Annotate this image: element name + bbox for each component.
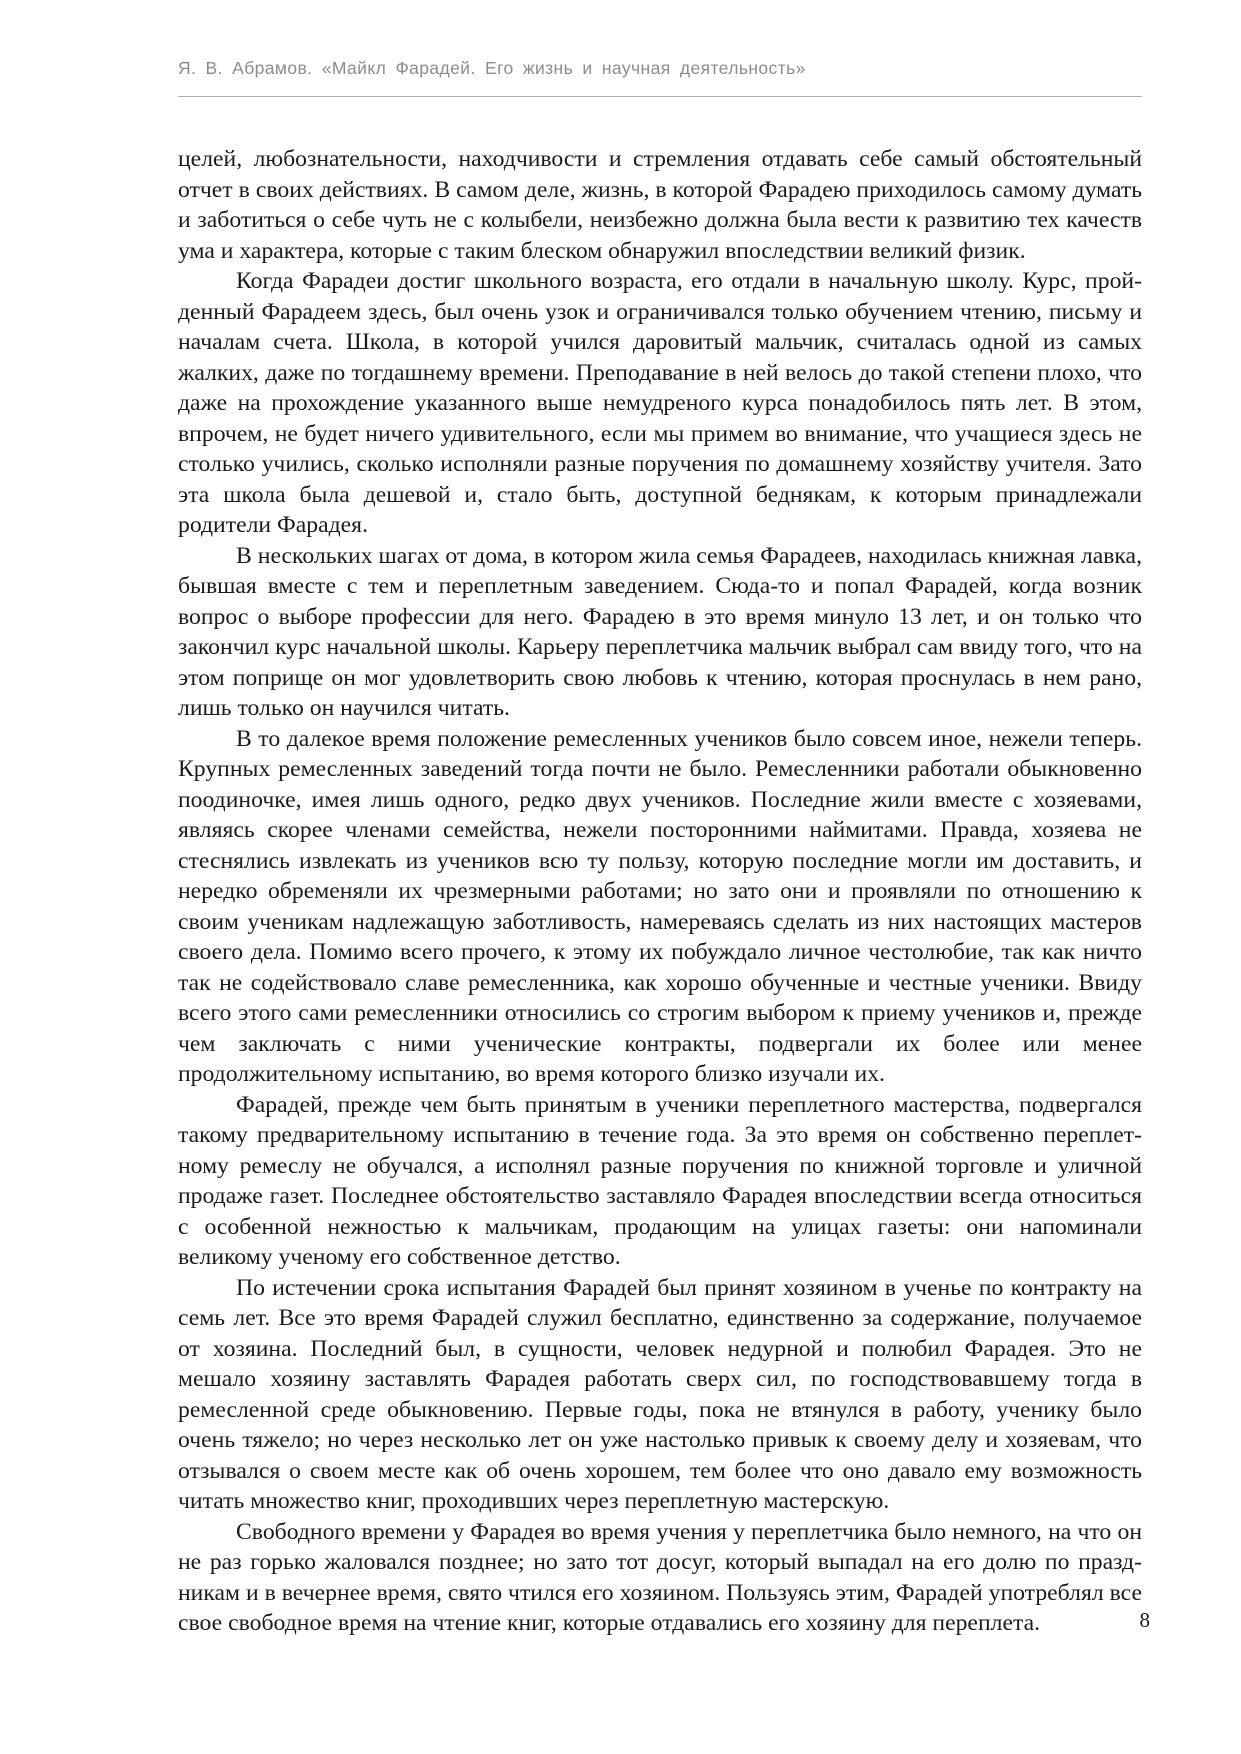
paragraph: Свободного времени у Фарадея во время учения у переплетчика было немного, на что он не раз горько жаловался позднее; но зато тот досуг, который выпадал на его долю по праздникам и в вечернее время, свято чтился его хозяином. Пользуясь этим, Фарадей употреблял все свое свободное время на чтение книг, которые отдавались его хозяину для переплета. bbox=[178, 1518, 1142, 1636]
running-header: Я. В. Абрамов. «Майкл Фарадей. Его жизнь и научная деятельность» bbox=[178, 58, 806, 78]
page-number: 8 bbox=[1139, 1608, 1150, 1632]
paragraph: целей, любознательности, находчивости и стремления отдавать себе самый обстоятельный отчет в своих действиях. В самом деле, жизнь, в которой Фарадею приходилось самому думать и заботиться о себе чуть не с колыбели, неизбежно должна была вести к развитию тех качеств ума и характера, которые с таким блеском обнаружил впоследствии великий физик. bbox=[178, 146, 1142, 264]
paragraph: По истечении срока испытания Фарадей был принят хозяином в ученье по контракту на семь лет. Все это время Фарадей служил бесплатно, единственно за содержание, получаемое от хозяина. Последний был, в сущности, человек недурной и полюбил Фарадея. Это не мешало хозяину заставлять Фарадея работать сверх сил, по господствовавшему тогда в ремесленной среде обыкновению. Первые годы, пока не втянулся в работу, ученику было очень тяжело; но через несколько лет он уже настолько привык к своему делу и хозяевам, что отзывался о своем месте как об очень хорошем, тем более что оно давало ему возможность читать множество книг, проходивших через переплетную мастерскую. bbox=[178, 1274, 1142, 1514]
body-text bbox=[178, 144, 1142, 1639]
paragraph: В нескольких шагах от дома, в котором жила семья Фарадеев, находилась книжная лавка, бывшая вместе с тем и переплетным заведением. Сюда-то и попал Фарадей, когда возник вопрос о выборе профессии для него. Фарадею в это время минуло 13 лет, и он только что закончил курс начальной школы. Карьеру переплетчика мальчик выбрал сам ввиду того, что на этом поприще он мог удовлетворить свою любовь к чтению, которая проснулась в нем рано, лишь только он научился читать. bbox=[178, 542, 1142, 721]
header-divider bbox=[178, 96, 1142, 97]
paragraph: В то далекое время положение ремесленных учеников было совсем иное, нежели теперь. Крупных ремесленных заведений тогда почти не было. Ремесленники работали обыкновенно поодиночке, имея лишь одного, редко двух учеников. Последние жили вместе с хозяевами, являясь скорее членами семейства, нежели посторонними наймитами. Правда, хозяева не стеснялись извлекать из учеников всю ту пользу, которую последние могли им доставить, и нередко обременяли их чрезмерными работами; но зато они и проявляли по отношению к своим ученикам надлежащую заботливость, намереваясь сделать из них настоящих мастеров своего дела. Помимо всего прочего, к этому их побуждало личное честолюбие, так как ничто так не содействовало славе ремесленника, как хорошо обученные и честные ученики. Ввиду всего этого сами ремесленники относились со строгим выбором к приему учеников и, прежде чем заключать с ними ученические контракты, подвергали их более или менее продолжительному испытанию, во время которого близко изучали их. bbox=[178, 725, 1142, 1087]
paragraph: Фарадей, прежде чем быть принятым в ученики переплетного мастерства, подвергался такому предварительному испытанию в течение года. За это время он собственно переплетному ремеслу не обучался, а исполнял разные поручения по книжной торговле и уличной продаже газет. Последнее обстоятельство заставляло Фарадея впоследствии всегда относиться с особенной нежностью к мальчикам, продающим на улицах газеты: они напоминали великому ученому его собственное детство. bbox=[178, 1091, 1142, 1270]
paragraph: Когда Фарадеи достиг школьного возраста, его отдали в начальную школу. Курс, пройденный Фарадеем здесь, был очень узок и ограничивался только обучением чтению, письму и началам счета. Школа, в которой учился даровитый мальчик, считалась одной из самых жалких, даже по тогдашнему времени. Преподавание в ней велось до такой степени плохо, что даже на прохождение указанного выше немудреного курса понадобилось пять лет. В этом, впрочем, не будет ничего удивительного, если мы примем во внимание, что учащиеся здесь не столько учились, сколько исполняли разные поручения по домашнему хозяйству учителя. Зато эта школа была дешевой и, стало быть, доступной беднякам, к которым принадлежали родители Фарадея. bbox=[178, 268, 1142, 538]
